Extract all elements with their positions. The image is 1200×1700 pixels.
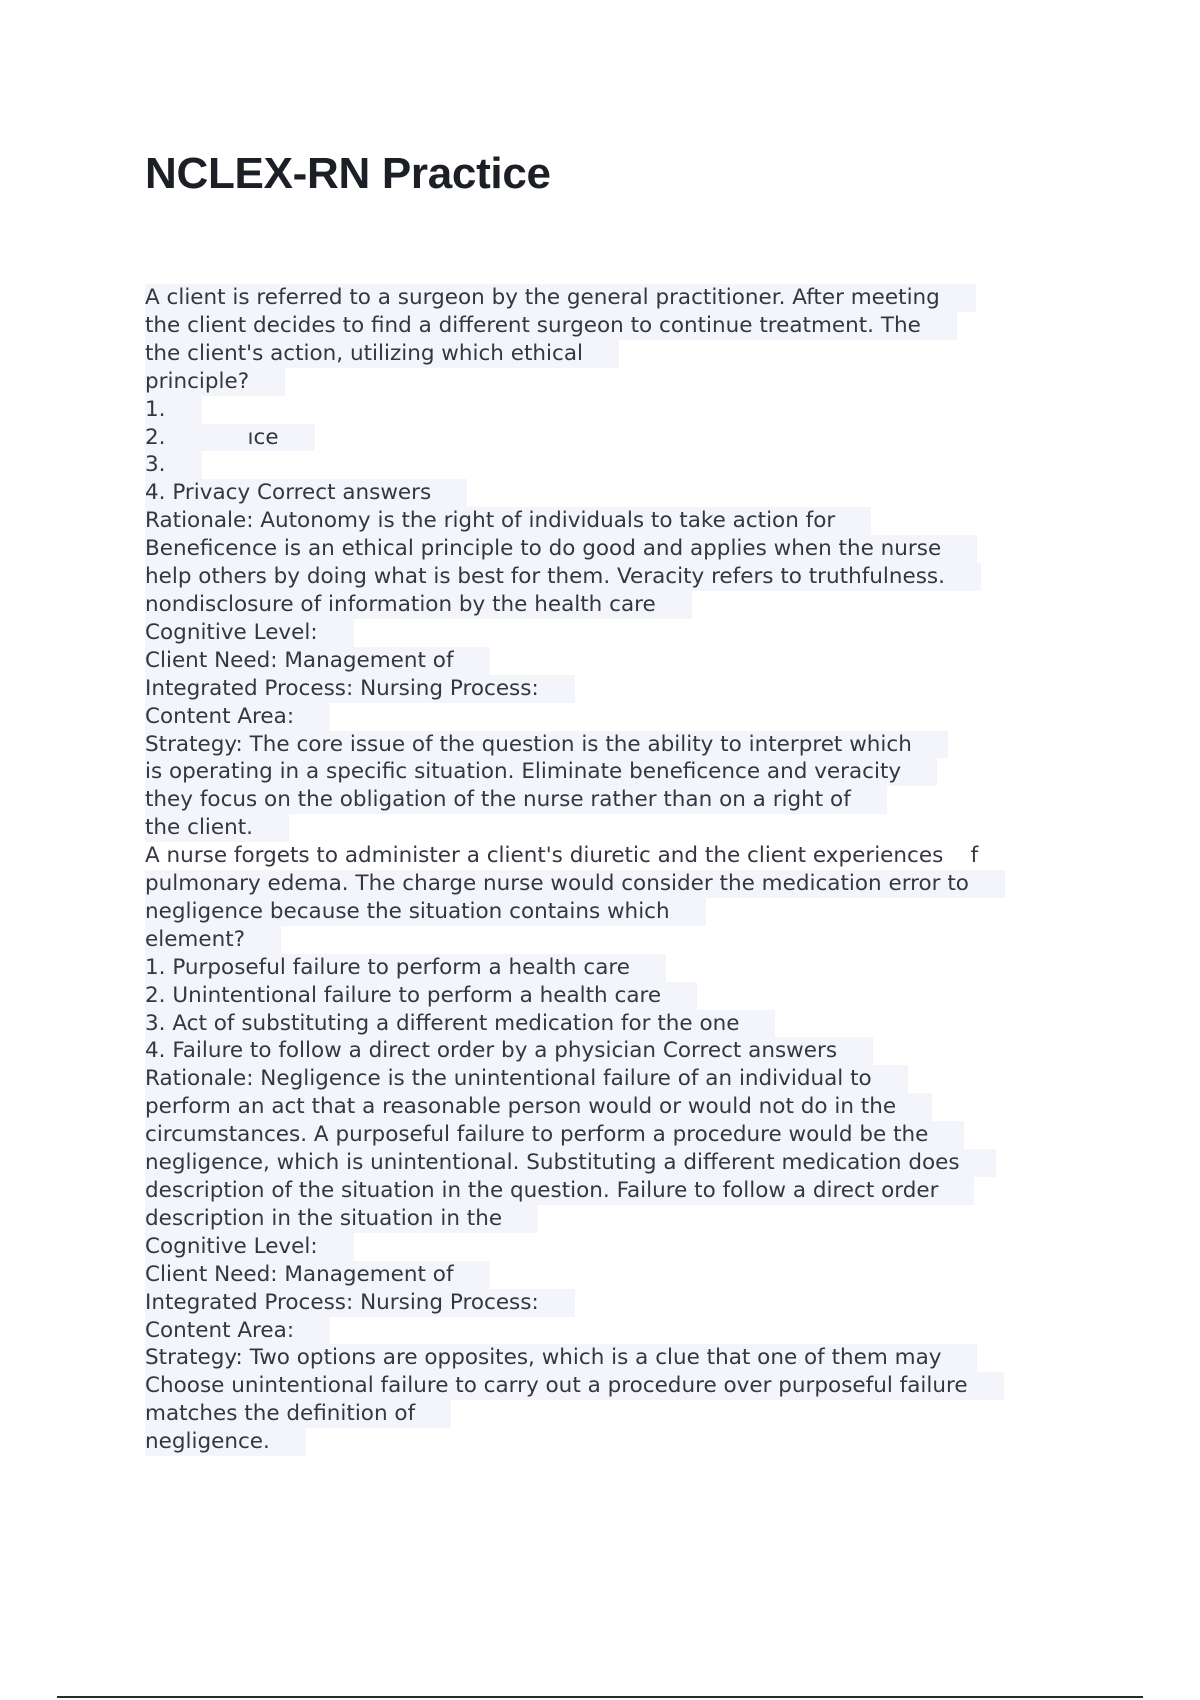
text-line: element?	[145, 926, 281, 954]
page-title: NCLEX-RN Practice	[145, 149, 551, 198]
page-bottom-rule	[57, 1696, 1143, 1698]
text-line: description of the situation in the question. Failure to follow a direct order	[145, 1177, 974, 1205]
text-line: the client.	[145, 814, 289, 842]
text-line: is operating in a specific situation. Eliminate beneficence and veracity	[145, 758, 937, 786]
text-line: Client Need: Management of	[145, 647, 490, 675]
text-line: Strategy: The core issue of the question is the ability to interpret which	[145, 731, 948, 759]
text-line: Content Area:	[145, 1317, 330, 1345]
text-line: 1.	[145, 396, 202, 424]
text-line: nondisclosure of information by the health care	[145, 591, 692, 619]
text-line: perform an act that a reasonable person would or would not do in the	[145, 1093, 932, 1121]
text-line: Cognitive Level:	[145, 1233, 354, 1261]
text-line: negligence because the situation contains which	[145, 898, 706, 926]
document-body	[145, 284, 1085, 1456]
text-line: matches the definition of	[145, 1400, 451, 1428]
text-line: they focus on the obligation of the nurse rather than on a right of	[145, 786, 887, 814]
text-line: Rationale: Autonomy is the right of individuals to take action for	[145, 507, 871, 535]
text-line: A nurse forgets to administer a client's diuretic and the client experiences f	[145, 843, 979, 869]
text-line: pulmonary edema. The charge nurse would consider the medication error to	[145, 870, 1005, 898]
text-line: 1. Purposeful failure to perform a health care	[145, 954, 666, 982]
text-line: help others by doing what is best for them. Veracity refers to truthfulness.	[145, 563, 981, 591]
text-line: negligence, which is unintentional. Substituting a different medication does	[145, 1149, 996, 1177]
text-line: principle?	[145, 368, 285, 396]
text-line: A client is referred to a surgeon by the general practitioner. After meeting	[145, 284, 976, 312]
text-line: the client decides to find a different surgeon to continue treatment. The	[145, 312, 957, 340]
text-line: 3.	[145, 451, 202, 479]
text-line: Integrated Process: Nursing Process:	[145, 675, 575, 703]
text-line: Client Need: Management of	[145, 1261, 490, 1289]
text-line: circumstances. A purposeful failure to perform a procedure would be the	[145, 1121, 964, 1149]
text-line: 2. Unintentional failure to perform a health care	[145, 982, 697, 1010]
text-line: 3. Act of substituting a different medication for the one	[145, 1010, 775, 1038]
text-line: 4. Failure to follow a direct order by a physician Correct answers	[145, 1037, 873, 1065]
text-line: Strategy: Two options are opposites, which is a clue that one of them may	[145, 1344, 977, 1372]
text-line: Choose unintentional failure to carry out a procedure over purposeful failure	[145, 1372, 1004, 1400]
text-line: Rationale: Negligence is the unintentional failure of an individual to	[145, 1065, 908, 1093]
text-line: Integrated Process: Nursing Process:	[145, 1289, 575, 1317]
text-line: description in the situation in the	[145, 1205, 538, 1233]
text-line: 2. ıce	[145, 424, 315, 452]
text-line: negligence.	[145, 1428, 306, 1456]
text-line: Cognitive Level:	[145, 619, 354, 647]
text-line: Content Area:	[145, 703, 330, 731]
text-line: the client's action, utilizing which ethical	[145, 340, 619, 368]
text-line: Beneficence is an ethical principle to do good and applies when the nurse	[145, 535, 977, 563]
text-line: 4. Privacy Correct answers	[145, 479, 467, 507]
